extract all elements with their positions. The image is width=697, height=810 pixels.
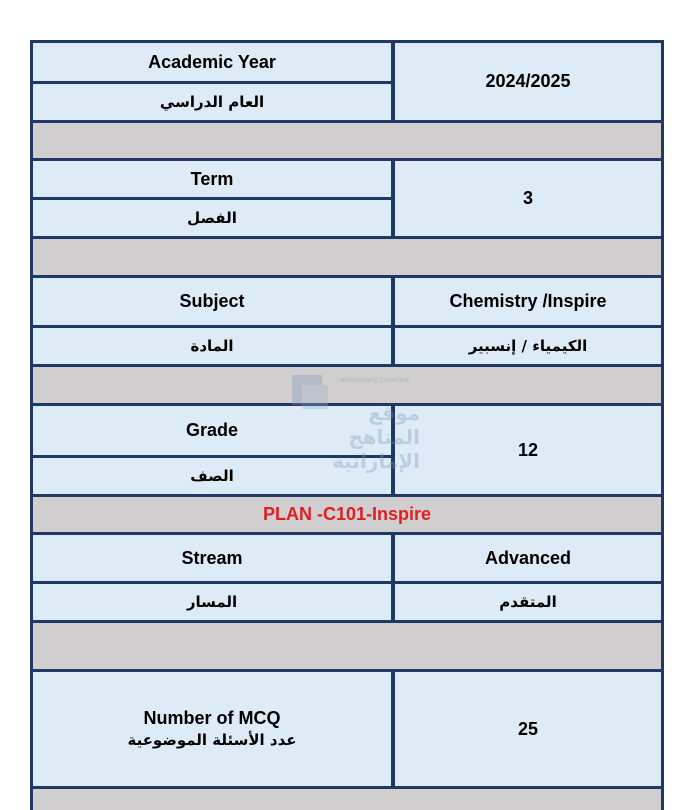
subject-value: Chemistry /Inspire	[395, 278, 661, 325]
grade-label: Grade	[33, 406, 391, 455]
stream-value-ar: المتقدم	[395, 584, 661, 620]
term-value: 3	[395, 161, 661, 236]
separator	[33, 123, 661, 158]
plan-title: PLAN -C101-Inspire	[33, 497, 661, 532]
subject-value-ar: الكيمياء / إنسبير	[395, 328, 661, 364]
stream-label-ar: المسار	[33, 584, 391, 620]
watermark-url: almanahj.com/ae	[340, 375, 410, 384]
watermark-logo	[290, 373, 420, 473]
mcq-label-ar: عدد الأسئلة الموضوعية	[127, 731, 297, 749]
separator	[33, 239, 661, 275]
academic-year-label-ar: العام الدراسي	[33, 84, 391, 120]
mcq-label	[33, 672, 391, 786]
academic-year-value: 2024/2025	[395, 43, 661, 120]
stream-value: Advanced	[395, 535, 661, 581]
term-label-ar: الفصل	[33, 200, 391, 236]
separator	[33, 623, 661, 669]
mcq-value: 25	[395, 672, 661, 786]
grade-value: 12	[395, 406, 661, 494]
stream-label: Stream	[33, 535, 391, 581]
academic-year-label: Academic Year	[33, 43, 391, 81]
subject-label: Subject	[33, 278, 391, 325]
mcq-label-en: Number of MCQ	[143, 708, 281, 728]
watermark-text: موقع المناهج الإماراتية	[332, 401, 420, 473]
term-label: Term	[33, 161, 391, 197]
subject-label-ar: المادة	[33, 328, 391, 364]
grade-label-ar: الصف	[33, 458, 391, 494]
